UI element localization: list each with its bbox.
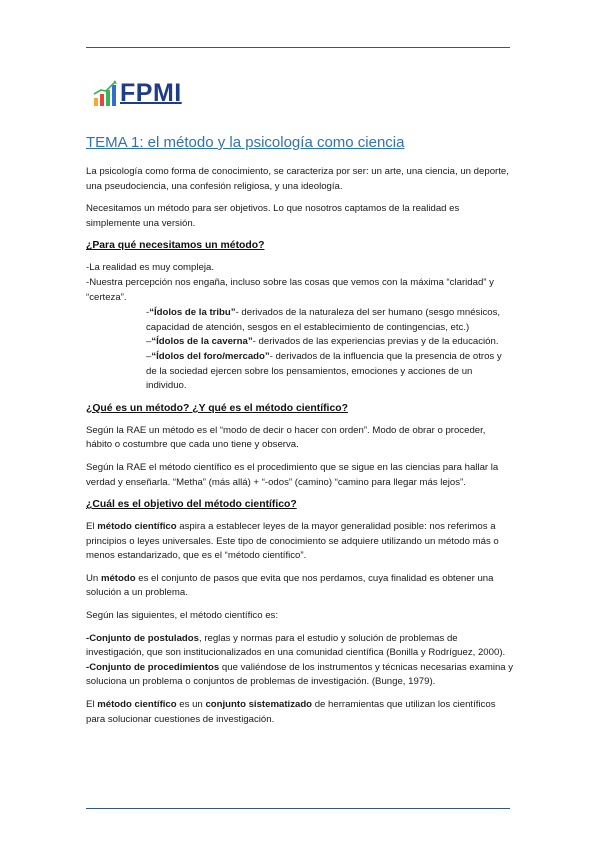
section-heading: ¿Para qué necesitamos un método?: [86, 240, 265, 252]
definition-item: -Conjunto de procedimientos que valiéndose de los instrumentos y técnicas necesarias examina y soluciona un problema o conjuntos de problemas de investigación. (Bunge, 1979).: [86, 661, 514, 688]
paragraph: El método científico aspira a establecer leyes de la mayor generalidad posible: nos referimos a principios o leyes universales. Este tipo de conocimiento se adquiere utilizando un método más o menos estandarizado, que es el “método científico”.: [86, 521, 499, 562]
brand-name: FPMI: [120, 79, 182, 107]
logo-bar: [112, 85, 116, 106]
definition-item: -Conjunto de postulados, reglas y normas para el estudio y solución de problemas de investigación, que son institucionalizados en una comunidad científica (Bonilla y Rodríguez, 2000).: [86, 632, 506, 659]
list-line: -La realidad es muy compleja.: [86, 262, 214, 274]
list-item: -“Ídolos de la tribu”- derivados de la naturaleza del ser humano (sesgo mnésicos, capacidad de atención, sesgos en el establecimiento de contingencias, etc.): [146, 307, 501, 333]
logo-trend-line: [94, 82, 115, 94]
footer-rule: [86, 808, 510, 809]
logo-bar: [106, 90, 110, 106]
page-title: TEMA 1: el método y la psicología como ciencia: [86, 134, 405, 151]
document-body: [86, 133, 514, 735]
paragraph: El método científico es un conjunto sistematizado de herramientas que utilizan los científicos para solucionar cuestiones de investigación.: [86, 699, 496, 725]
logo-bar: [100, 94, 104, 106]
section-heading: ¿Qué es un método? ¿Y qué es el método científico?: [86, 402, 348, 414]
paragraph: Según las siguientes, el método científico es:: [86, 610, 278, 622]
list-item: –“Ídolos de la caverna”- derivados de las experiencias previas y de la educación.: [146, 336, 499, 348]
intro-paragraph: La psicología como forma de conocimiento, se caracteriza por ser: un arte, una ciencia, un deporte, una pseudociencia, una confesión religiosa, y una ideología.: [86, 166, 509, 192]
logo-bar: [94, 98, 98, 106]
list-item: –“Ídolos del foro/mercado”- derivados de la influencia que la presencia de otros y de la sociedad ejercen sobre los pensamientos, emociones y acciones de un individuo.: [146, 350, 502, 392]
intro-paragraph: Necesitamos un método para ser objetivos. Lo que nosotros captamos de la realidad es simplemente una versión.: [86, 203, 460, 229]
brand-logo: [93, 78, 182, 108]
paragraph: Según la RAE un método es el “modo de decir o hacer con orden”. Modo de obrar o proceder, hábito o costumbre que cada uno tiene y observa.: [86, 424, 486, 451]
header-rule: [86, 47, 510, 48]
idols-list: [86, 306, 514, 394]
section-heading: ¿Cuál es el objetivo del método científico?: [86, 499, 297, 511]
bar-chart-icon: [93, 80, 117, 108]
list-line: -Nuestra percepción nos engaña, incluso sobre las cosas que vemos con la máxima “claridad” y “certeza”.: [86, 276, 494, 303]
paragraph: Según la RAE el método científico es el procedimiento que se sigue en las ciencias para hallar la verdad y enseñarla. “Metha” (más allá) + “-odos” (camino) “camino para llegar más lejos”.: [86, 461, 499, 488]
paragraph: Un método es el conjunto de pasos que evita que nos perdamos, cuya finalidad es obtener una solución a un problema.: [86, 572, 494, 599]
